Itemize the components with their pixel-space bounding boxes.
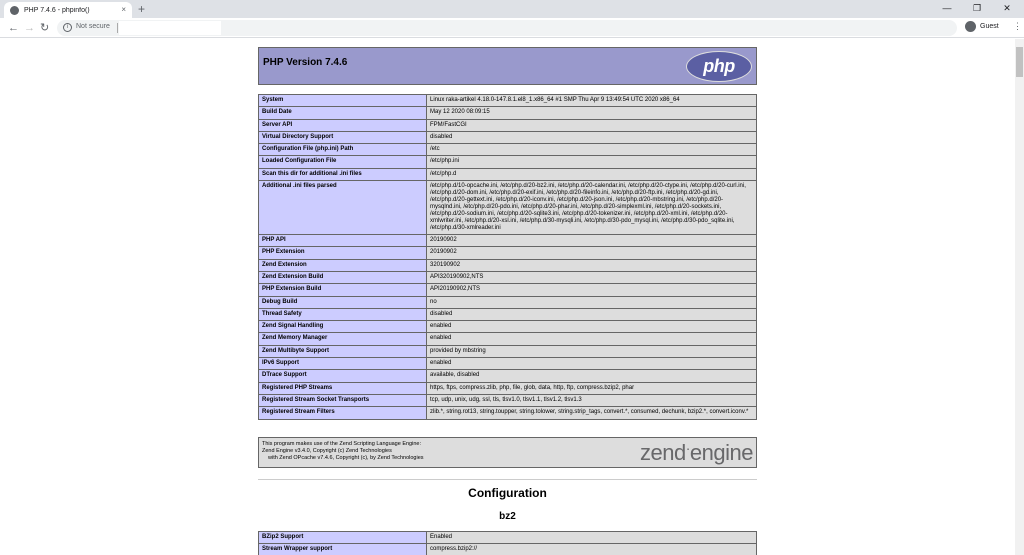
row-key: BZip2 Support: [259, 532, 427, 544]
row-key: Scan this dir for additional .ini files: [259, 168, 427, 180]
reload-icon[interactable]: ↻: [40, 22, 50, 34]
row-value: https, ftps, compress.zlib, php, file, glob, data, http, ftp, compress.bzip2, phar: [427, 382, 757, 394]
php-version-title: PHP Version 7.4.6: [263, 57, 348, 68]
restore-button[interactable]: ❐: [972, 2, 982, 13]
row-key: Zend Multibyte Support: [259, 345, 427, 357]
table-row: [259, 544, 757, 555]
row-value: FPM/FastCGI: [427, 119, 757, 131]
table-row: [259, 358, 757, 370]
row-key: Thread Safety: [259, 308, 427, 320]
bz2-heading: bz2: [499, 511, 516, 522]
tab-title: PHP 7.4.6 - phpinfo(): [24, 6, 90, 14]
table-row: [259, 394, 757, 406]
zend-line-2: Zend Engine v3.4.0, Copyright (c) Zend Technologies: [262, 448, 392, 454]
table-row: [259, 259, 757, 271]
row-value: API20190902,NTS: [427, 284, 757, 296]
row-key: Zend Extension Build: [259, 271, 427, 283]
url-input[interactable]: [119, 21, 221, 35]
row-key: Stream Wrapper support: [259, 544, 427, 555]
table-row: [259, 296, 757, 308]
row-value: enabled: [427, 358, 757, 370]
browser-tab[interactable]: [4, 2, 132, 18]
table-row: [259, 321, 757, 333]
table-row: [259, 95, 757, 107]
zend-line-1: This program makes use of the Zend Scripting Language Engine:: [262, 441, 421, 447]
row-value: 20190902: [427, 247, 757, 259]
row-key: Loaded Configuration File: [259, 156, 427, 168]
table-row: [259, 333, 757, 345]
row-key: Zend Signal Handling: [259, 321, 427, 333]
zend-logo-right: engine: [689, 440, 753, 465]
profile-label: Guest: [980, 23, 999, 30]
row-value: /etc/php.d: [427, 168, 757, 180]
profile-button[interactable]: [965, 21, 999, 32]
globe-icon: [10, 6, 19, 15]
row-key: IPv6 Support: [259, 358, 427, 370]
page-scrollbar[interactable]: [1015, 39, 1024, 555]
table-row: [259, 144, 757, 156]
close-window-button[interactable]: ✕: [1003, 2, 1011, 13]
row-value: disabled: [427, 131, 757, 143]
table-row: [259, 370, 757, 382]
table-row: [259, 168, 757, 180]
browser-toolbar: [0, 18, 1024, 38]
row-value: compress.bzip2://: [427, 544, 757, 555]
row-key: Debug Build: [259, 296, 427, 308]
row-key: PHP Extension: [259, 247, 427, 259]
row-key: System: [259, 95, 427, 107]
divider: [258, 479, 757, 480]
new-tab-button[interactable]: +: [138, 2, 146, 16]
info-icon[interactable]: i: [63, 23, 72, 32]
table-row: [259, 271, 757, 283]
table-row: [259, 407, 757, 419]
minimize-button[interactable]: —: [942, 3, 952, 13]
row-value: zlib.*, string.rot13, string.toupper, string.tolower, string.strip_tags, convert.*, consumed, dechunk, bzip2.*, convert.iconv.*: [427, 407, 757, 419]
row-value: Linux raka-artikel 4.18.0-147.8.1.el8_1.x86_64 #1 SMP Thu Apr 9 13:49:54 UTC 2020 x86_64: [427, 95, 757, 107]
row-value: tcp, udp, unix, udg, ssl, tls, tlsv1.0, tlsv1.1, tlsv1.2, tlsv1.3: [427, 394, 757, 406]
page-content: [0, 39, 1015, 555]
row-value: no: [427, 296, 757, 308]
row-value: /etc/php.d/10-opcache.ini, /etc/php.d/20-bz2.ini, /etc/php.d/20-calendar.ini, /etc/php.d/20-ctype.ini, /etc/php.d/20-curl.ini, /etc/php.d/20-dom.ini, /etc/php.d/20-exif.ini, /etc/php.d/20-fileinfo.ini, /etc/php.d/20-ftp.ini, /etc/php.d/20-gd.ini, /etc/php.d/20-gettext.ini, /etc/php.d/20-iconv.ini, /etc/php.d/20-json.ini, /etc/php.d/20-mbstring.ini, /etc/php.d/20-mysqlnd.ini, /etc/php.d/20-pdo.ini, /etc/php.d/20-phar.ini, /etc/php.d/20-simplexml.ini, /etc/php.d/20-sockets.ini, /etc/php.d/20-sodium.ini, /etc/php.d/20-sqlite3.ini, /etc/php.d/20-tokenizer.ini, /etc/php.d/20-xml.ini, /etc/php.d/20-xmlwriter.ini, /etc/php.d/20-xsl.ini, /etc/php.d/30-mysqli.ini, /etc/php.d/30-pdo_mysql.ini, /etc/php.d/30-pdo_sqlite.ini, /etc/php.d/30-xmlreader.ini: [427, 181, 757, 235]
row-value: /etc: [427, 144, 757, 156]
table-row: [259, 181, 757, 235]
php-logo: [686, 51, 752, 82]
info-table: [258, 94, 757, 420]
row-key: PHP API: [259, 235, 427, 247]
table-row: [259, 382, 757, 394]
row-value: 320190902: [427, 259, 757, 271]
table-row: [259, 247, 757, 259]
row-value: available, disabled: [427, 370, 757, 382]
zend-engine-logo: zend·engine: [640, 440, 753, 465]
close-tab-icon[interactable]: ×: [121, 5, 126, 14]
user-avatar-icon: [965, 21, 976, 32]
row-value: API320190902,NTS: [427, 271, 757, 283]
table-row: [259, 156, 757, 168]
table-row: [259, 107, 757, 119]
back-arrow-icon[interactable]: ←: [8, 22, 19, 34]
row-key: Configuration File (php.ini) Path: [259, 144, 427, 156]
table-row: [259, 284, 757, 296]
zend-logo-left: zend: [640, 440, 686, 465]
menu-dots-icon[interactable]: ⋮: [1013, 21, 1022, 31]
table-row: [259, 345, 757, 357]
table-row: [259, 119, 757, 131]
scrollbar-thumb[interactable]: [1016, 47, 1023, 77]
table-row: [259, 131, 757, 143]
row-key: DTrace Support: [259, 370, 427, 382]
table-row: [259, 532, 757, 544]
address-divider: [117, 23, 118, 33]
table-row: [259, 235, 757, 247]
row-key: Build Date: [259, 107, 427, 119]
row-value: enabled: [427, 333, 757, 345]
security-label: Not secure: [76, 23, 110, 30]
row-value: /etc/php.ini: [427, 156, 757, 168]
configuration-heading: Configuration: [468, 486, 547, 500]
row-key: Registered Stream Socket Transports: [259, 394, 427, 406]
row-value: 20190902: [427, 235, 757, 247]
row-key: PHP Extension Build: [259, 284, 427, 296]
forward-arrow-icon[interactable]: →: [24, 22, 35, 34]
row-key: Server API: [259, 119, 427, 131]
row-key: Zend Memory Manager: [259, 333, 427, 345]
zend-line-3: with Zend OPcache v7.4.6, Copyright (c), by Zend Technologies: [268, 455, 424, 461]
zend-engine-box: [258, 437, 757, 468]
php-logo-text: php: [703, 56, 735, 76]
table-row: [259, 308, 757, 320]
address-bar[interactable]: [57, 20, 957, 36]
row-value: Enabled: [427, 532, 757, 544]
row-value: provided by mbstring: [427, 345, 757, 357]
row-key: Additional .ini files parsed: [259, 181, 427, 235]
row-key: Registered PHP Streams: [259, 382, 427, 394]
row-value: disabled: [427, 308, 757, 320]
row-key: Virtual Directory Support: [259, 131, 427, 143]
row-value: May 12 2020 08:09:15: [427, 107, 757, 119]
tab-strip: [0, 0, 1024, 18]
row-key: Registered Stream Filters: [259, 407, 427, 419]
php-header: [258, 47, 757, 85]
row-key: Zend Extension: [259, 259, 427, 271]
bz2-table: [258, 531, 757, 555]
row-value: enabled: [427, 321, 757, 333]
